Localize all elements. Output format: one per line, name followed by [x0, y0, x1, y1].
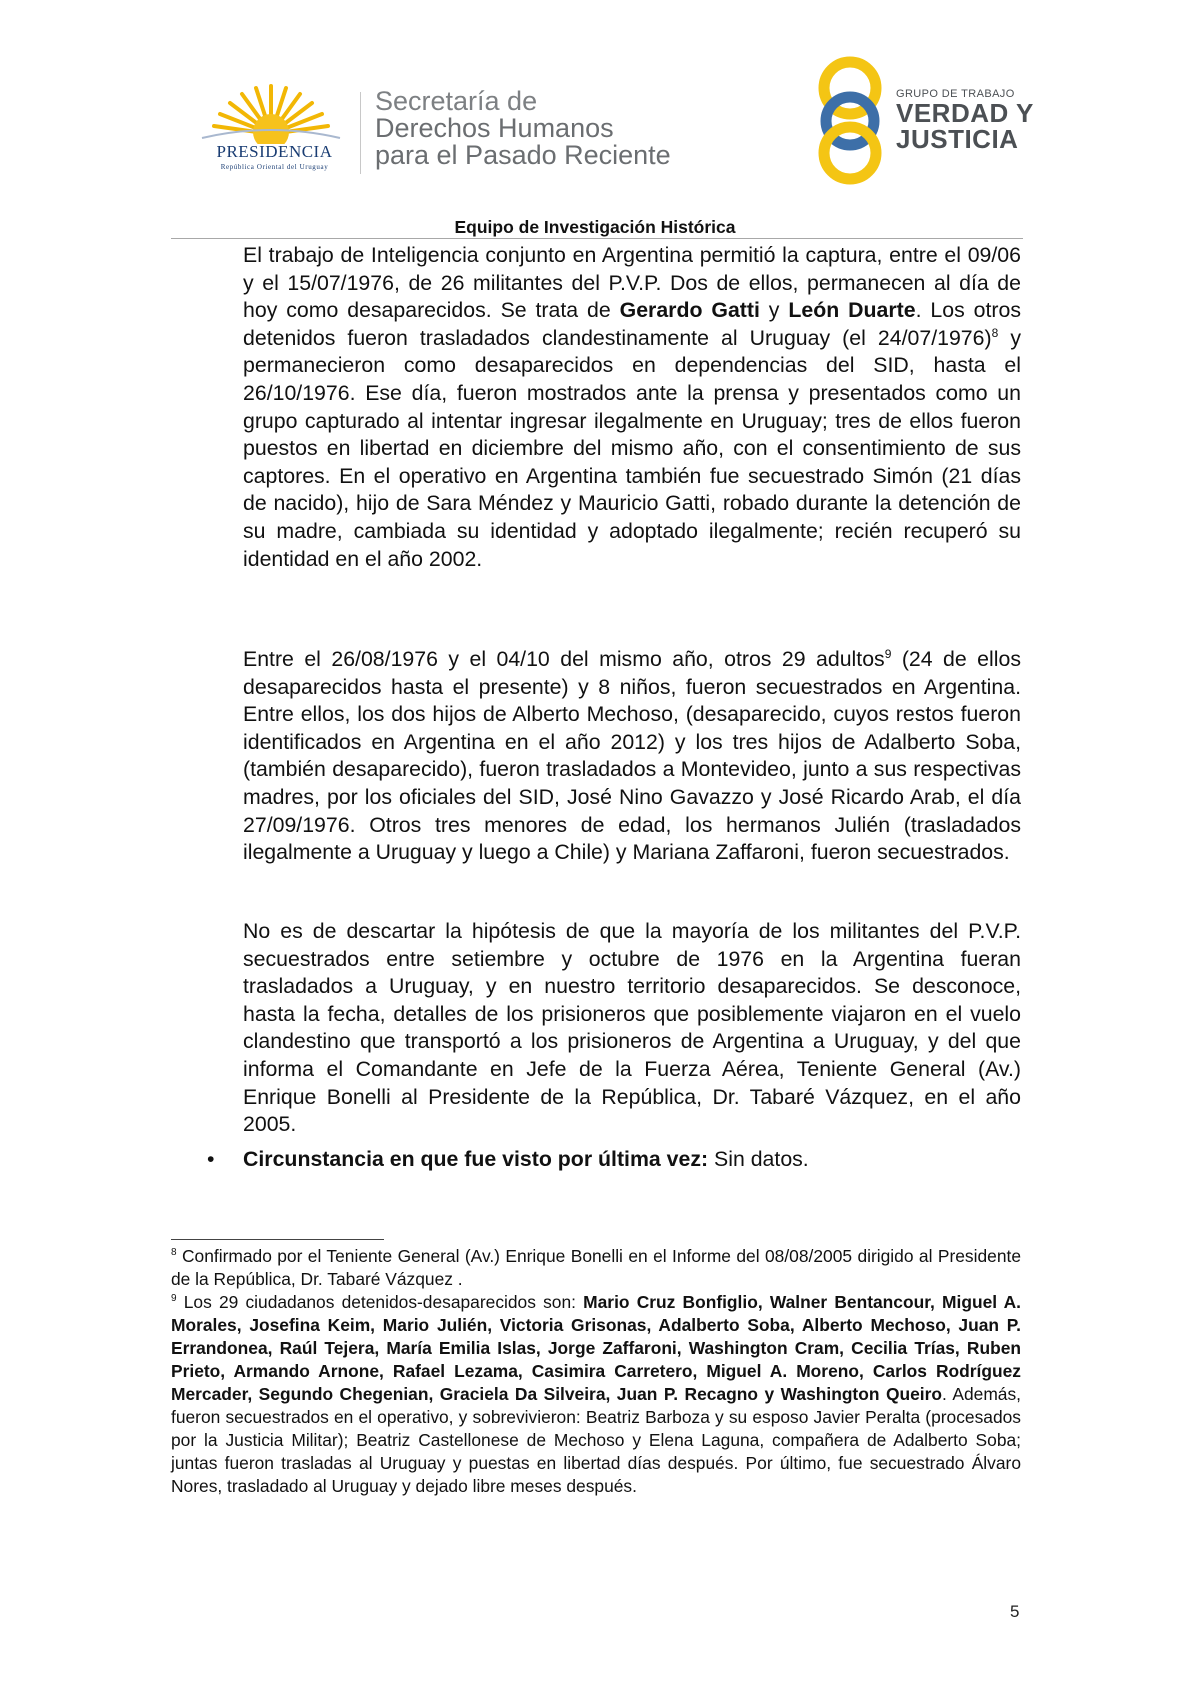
- paragraph-1: [243, 242, 1021, 573]
- p2-text-a: Entre el 26/08/1976 y el 04/10 del mismo año, otros 29 adultos: [243, 647, 885, 671]
- footnote-9: [171, 1291, 1021, 1498]
- footnote-rule: [171, 1239, 384, 1240]
- bullet-label: Circunstancia en que fue visto por última vez:: [243, 1147, 709, 1171]
- header-divider: [360, 92, 361, 174]
- presidencia-title: PRESIDENCIA: [216, 142, 333, 161]
- grupo-line-1: GRUPO DE TRABAJO: [896, 88, 1015, 100]
- sun-logo-icon: [196, 82, 346, 144]
- page-header: [0, 0, 1190, 200]
- bullet-icon: •: [207, 1147, 215, 1171]
- presidencia-logo: [192, 142, 357, 171]
- team-title: Equipo de Investigación Histórica: [454, 217, 736, 237]
- rings-logo-icon: [815, 55, 885, 185]
- footnote-8: [171, 1245, 1021, 1291]
- grupo-line-3: JUSTICIA: [896, 124, 1019, 154]
- p1-text-d: . Los otros detenidos fueron trasladados clandestinamente al Uruguay (el 24/07/1976): [243, 298, 1021, 350]
- footnotes: [171, 1245, 1021, 1498]
- paragraph-2: [243, 646, 1021, 867]
- paragraph-3: No es de descartar la hipótesis de que la mayoría de los militantes del P.V.P. secuestrados entre setiembre y octubre de 1976 en la Argentina fueran trasladados a Uruguay, y en nuestro territorio desaparecidos. Se desconoce, hasta la fecha, detalles de los prisioneros que posiblemente viajaron en el vuelo clandestino que transportó a los prisioneros de Argentina a Uruguay, y del que informa el Comandante en Jefe de la Fuerza Aérea, Teniente General (Av.) Enrique Bonelli al Presidente de la República, Dr. Tabaré Vázquez, en el año 2005.: [243, 919, 1021, 1137]
- grupo-line-2: VERDAD Y: [896, 98, 1034, 128]
- p1-text-e: y permanecieron como desaparecidos en dependencias del SID, hasta el 26/10/1976. Ese día, fueron mostrados ante la prensa y presentados como un grupo capturado al intentar ingresar ilegalmente en Uruguay; tres de ellos fueron puestos en libertad en diciembre del mismo año, con el consentimiento de sus captores. En el operativo en Argentina también fue secuestrado Simón (21 días de nacido), hijo de Sara Méndez y Mauricio Gatti, robado durante la detención de su madre, cambiada su identidad y adoptado ilegalmente; recién recuperó su identidad en el año 2002.: [243, 325, 1021, 571]
- page-number: 5: [1010, 1602, 1020, 1621]
- footnote-9-intro: Los 29 ciudadanos detenidos-desaparecidos son:: [176, 1292, 584, 1312]
- secretaria-line-1: Secretaría de: [375, 86, 538, 116]
- bullet-item: [207, 1146, 809, 1174]
- presidencia-subtitle: República Oriental del Uruguay: [220, 163, 329, 171]
- footnote-ref-9[interactable]: 9: [884, 646, 892, 661]
- p1-text-a: El trabajo de Inteligencia conjunto en Argentina permitió la captura, entre el 09/06 y el 15/07/1976, de 26 militantes del P.V.P. Dos de ellos, permanecen al día de hoy como desaparecidos. Se trata de: [243, 243, 1021, 323]
- p1-name-gatti: Gerardo Gatti: [619, 298, 760, 323]
- p2-text-b: (24 de ellos desaparecidos hasta el presente) y 8 niños, fueron secuestrados en Argentina. Entre ellos, los dos hijos de Alberto Mechoso, (desaparecido, cuyos restos fueron identificados en Argentina en el año 2012) y los tres hijos de Adalberto Soba, (también desaparecido), fueron trasladados a Montevideo, junto a sus respectivas madres, por los oficiales del SID, José Nino Gavazzo y José Ricardo Arab, el día 27/09/1976. Otros tres menores de edad, los hermanos Julién (trasladados ilegalmente a Uruguay y luego a Chile) y Mariana Zaffaroni, fueron secuestrados.: [243, 647, 1021, 865]
- p1-name-duarte: León Duarte: [788, 298, 916, 323]
- secretaria-line-2: Derechos Humanos: [375, 113, 614, 143]
- footnote-9-rest: . Además, fueron secuestrados en el operativo, y sobrevivieron: Beatriz Barboza y su esposo Javier Peralta (procesados por la Justicia Militar); Beatriz Castellonese de Mechoso y Elena Laguna, compañera de Adalberto Soba; juntas fueron trasladas al Uruguay y puestas en libertad días después. Por último, fue secuestrado Álvaro Nores, trasladado al Uruguay y dejado libre meses después.: [171, 1384, 1021, 1496]
- footnote-ref-8[interactable]: 8: [991, 325, 999, 340]
- secretaria-line-3: para el Pasado Reciente: [375, 140, 671, 170]
- footnote-8-text: Confirmado por el Teniente General (Av.) Enrique Bonelli en el Informe del 08/08/2005 dirigido al Presidente de la República, Dr. Tabaré Vázquez .: [171, 1246, 1021, 1289]
- bullet-value: Sin datos.: [708, 1147, 809, 1171]
- p1-text-c: y: [759, 298, 789, 323]
- secretaria-logo-text: [375, 88, 671, 169]
- header-rule: [171, 238, 1023, 239]
- grupo-trabajo-logo-text: [896, 88, 1034, 152]
- footnote-9-number: 9: [171, 1293, 177, 1305]
- footnote-8-number: 8: [171, 1247, 177, 1259]
- footnote-9-names: Mario Cruz Bonfiglio, Walner Bentancour, Miguel A. Morales, Josefina Keim, Mario Julién, Victoria Grisonas, Adalberto Soba, Alberto Mechoso, Juan P. Errandonea, Raúl Tejera, María Emilia Islas, Jorge Zaffaroni, Washington Cram, Cecilia Trías, Ruben Prieto, Armando Arnone, Rafael Lezama, Casimira Carretero, Miguel A. Moreno, Carlos Rodríguez Mercader, Segundo Chegenian, Graciela Da Silveira, Juan P. Recagno y Washington Queiro: [171, 1292, 1022, 1404]
